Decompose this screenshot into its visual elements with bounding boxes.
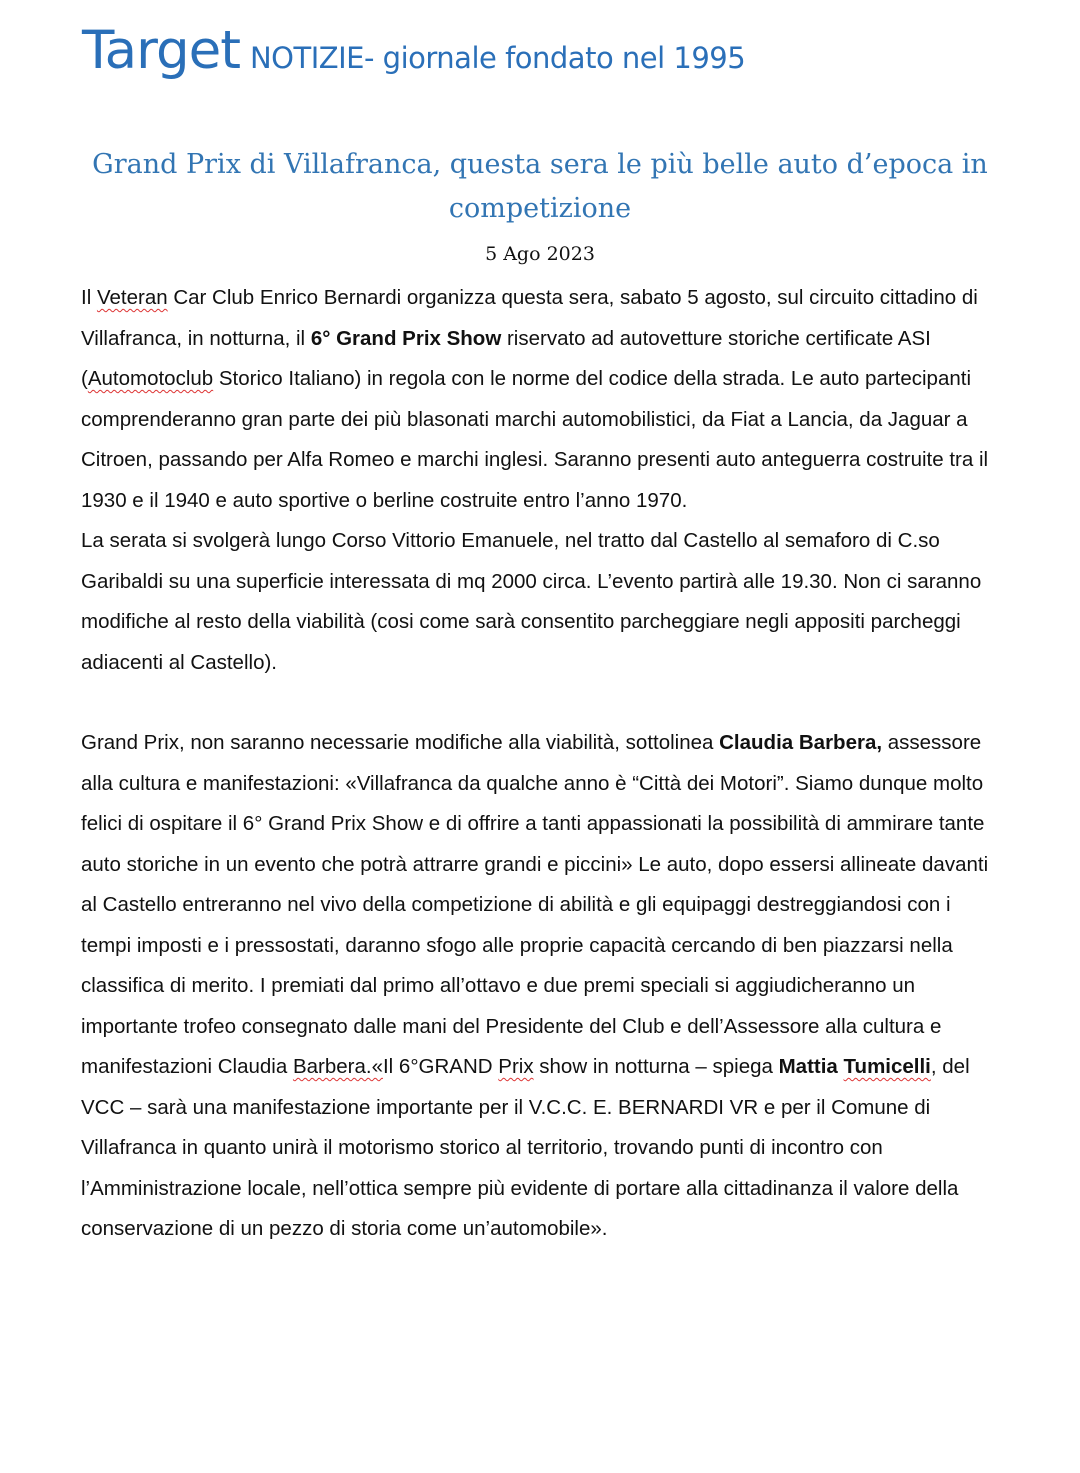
article-body xyxy=(81,278,1006,1250)
paragraph-3 xyxy=(81,723,1006,1250)
spellcheck-word: Automotoclub xyxy=(87,367,214,390)
text-run: Storico Italiano) in regola con le norme del codice della strada. Le auto partecipanti comprenderanno gran parte dei più blasonati marchi automobilistici, da Fiat a Lancia, da Jaguar a Citroen, passando per Alfa Romeo e marchi inglesi. Saranno presenti auto anteguerra costruite tra il 1930 e il 1940 e auto sportive o berline costruite entro l’anno 1970. xyxy=(81,367,989,512)
paragraph-spacer xyxy=(81,683,1006,723)
brand-logo-text: Target xyxy=(82,20,240,81)
paragraph-1 xyxy=(81,278,1006,521)
spellcheck-word: Veteran xyxy=(96,286,168,309)
masthead-tagline: NOTIZIE- giornale fondato nel 1995 xyxy=(249,41,746,75)
spellcheck-word: Tumicelli xyxy=(843,1055,931,1078)
text-run: Grand Prix, non saranno necessarie modifiche alla viabilità, sottolinea xyxy=(81,731,720,754)
spellcheck-word: Barbera.« xyxy=(292,1055,383,1078)
text-run: Il xyxy=(81,286,97,309)
paragraph-2: La serata si svolgerà lungo Corso Vittorio Emanuele, nel tratto dal Castello al semaforo di C.so Garibaldi su una superficie interessata di mq 2000 circa. L’evento partirà alle 19.30. Non ci saranno modifiche al resto della viabilità (cosi come sarà consentito parcheggiare negli appositi parcheggi adiacenti al Castello). xyxy=(81,529,982,674)
bold-person-name: Claudia Barbera, xyxy=(719,731,883,754)
text-run: show in notturna – spiega xyxy=(533,1055,779,1078)
bold-event-name: 6° Grand Prix Show xyxy=(310,326,502,350)
text-run: riservato ad autovetture storiche certificate ASI ( xyxy=(81,326,931,390)
text-run: Car Club Enrico Bernardi organizza questa sera, sabato 5 agosto, sul circuito cittadino di Villafranca, in notturna, il xyxy=(81,286,978,350)
article-date: 5 Ago 2023 xyxy=(485,243,595,265)
spellcheck-word: Prix xyxy=(498,1055,534,1078)
text-run: assessore alla cultura e manifestazioni: «Villafranca da qualche anno è “Città dei Motori”. Siamo dunque molto felici di ospitare il 6° Grand Prix Show e di offrire a tanti appassionati la possibilità di ammirare tante auto storiche in un evento che potrà attrarre grandi e piccini» Le auto, dopo essersi allineate davanti al Castello entreranno nel vivo della competizione di abilità e gli equipaggi destreggiandosi con i tempi imposti e i pressostati, daranno sfogo alle proprie capacità cercando di ben piazzarsi nella classifica di merito. I premiati dal primo all’ottavo e due premi speciali si aggiudicheranno un importante trofeo consegnato dalle mani del Presidente del Club e dell’Assessore alla cultura e manifestazioni Claudia xyxy=(81,731,989,1078)
masthead xyxy=(82,20,745,81)
bold-person-name: Mattia xyxy=(778,1055,844,1078)
article-headline: Grand Prix di Villafranca, questa sera le più belle auto d’epoca in competizione xyxy=(92,149,988,224)
text-run: , del VCC – sarà una manifestazione importante per il V.C.C. E. BERNARDI VR e per il Comune di Villafranca in quanto unirà il motorismo storico al territorio, trovando punti di incontro con l’Amministrazione locale, nell’ottica sempre più evidente di portare alla cittadinanza il valore della conservazione di un pezzo di storia come un’automobile». xyxy=(81,1055,970,1240)
text-run: Il 6°GRAND xyxy=(382,1055,499,1078)
